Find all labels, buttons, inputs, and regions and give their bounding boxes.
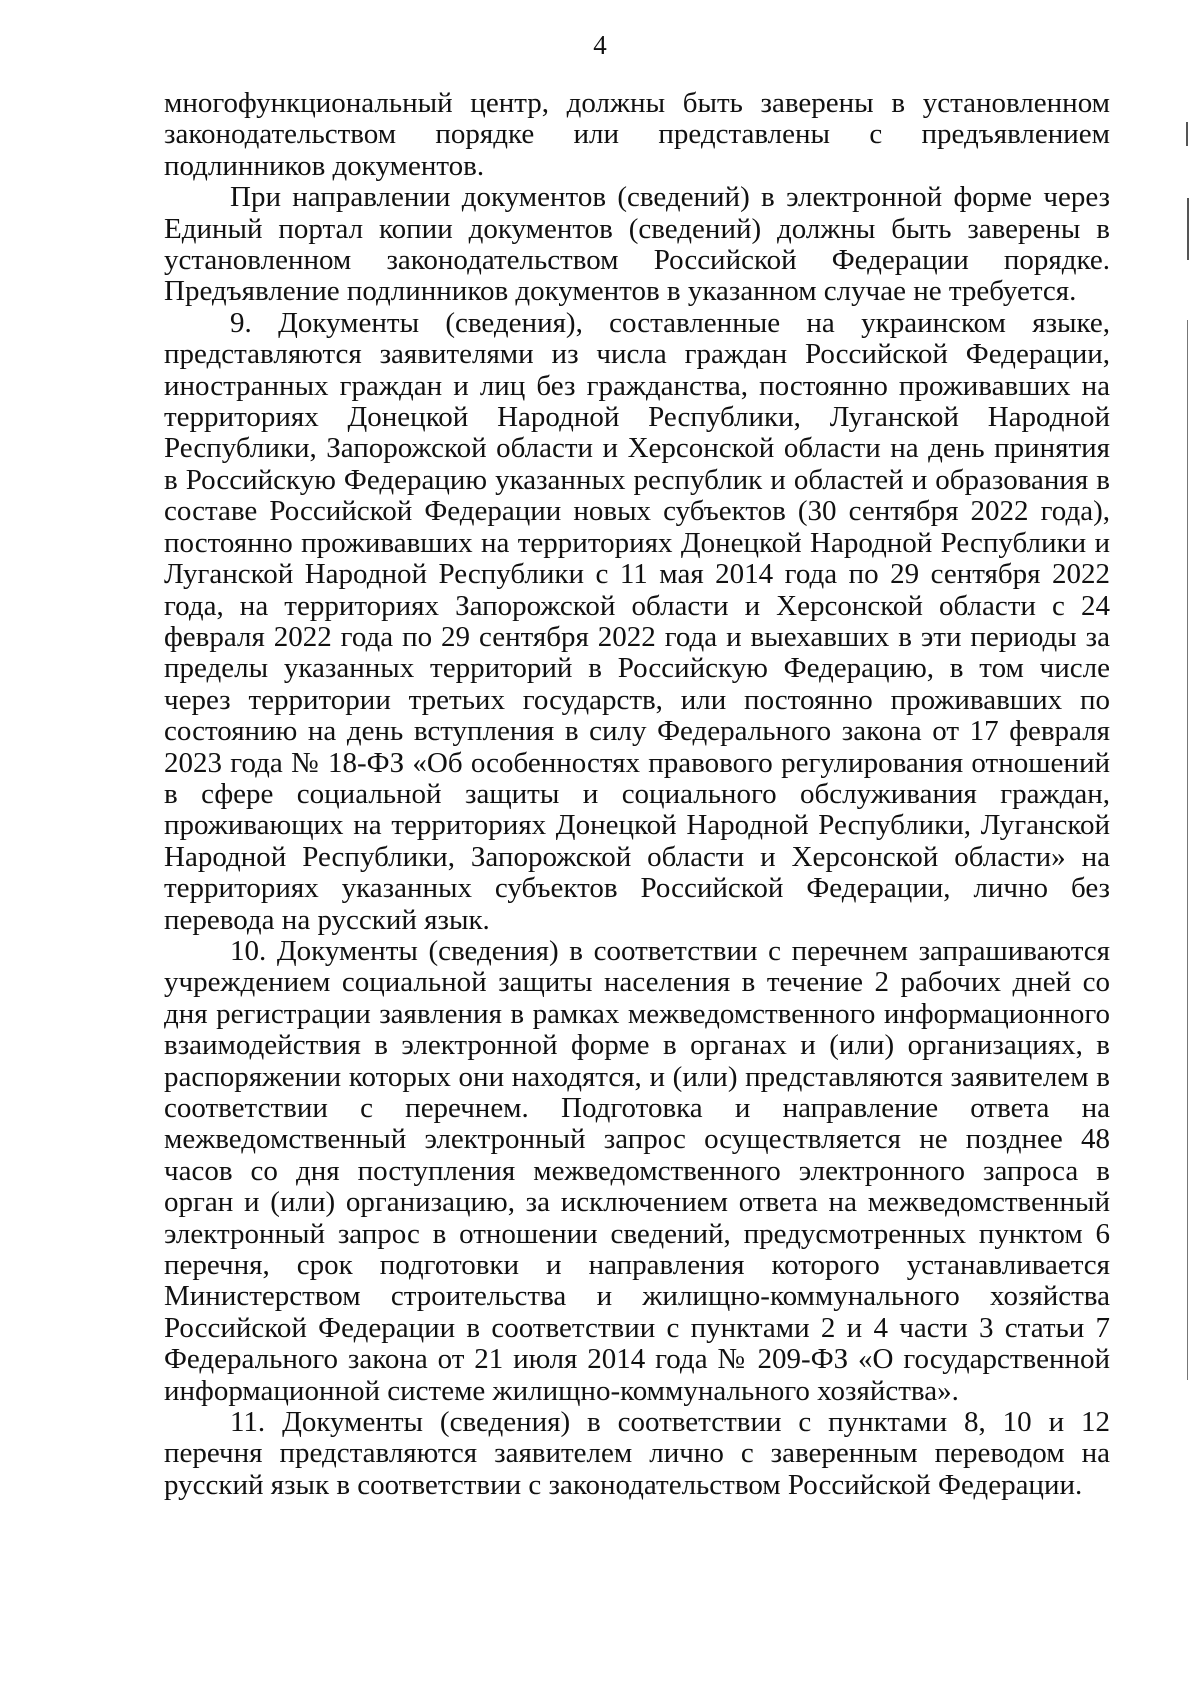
document-body bbox=[164, 88, 1110, 1501]
paragraph-item-9: 9. Документы (сведения), составленные на украинском языке, представляются заявителями из числа граждан Российской Федерации, иностранных граждан и лиц без гражданства, постоянно проживавших на территориях Донецкой Народной Республики, Луганской Народной Республики, Запорожской области и Херсонской области на день принятия в Российскую Федерацию указанных республик и областей и образования в составе Российской Федерации новых субъектов (30 сентября 2022 года), постоянно проживавших на территориях Донецкой Народной Республики и Луганской Народной Республики с 11 мая 2014 года по 29 сентября 2022 года, на территориях Запорожской области и Херсонской области с 24 февраля 2022 года по 29 сентября 2022 года и выехавших в эти периоды за пределы указанных территорий в Российскую Федерацию, в том числе через территории третьих государств, или постоянно проживавших по состоянию на день вступления в силу Федерального закона от 17 февраля 2023 года № 18-ФЗ «Об особенностях правового регулирования отношений в сфере социальной защиты и социального обслуживания граждан, проживающих на территориях Донецкой Народной Республики, Луганской Народной Республики, Запорожской области и Херсонской области» на территориях указанных субъектов Российской Федерации, лично без перевода на русский язык. bbox=[164, 306, 1110, 936]
paragraph-item-11: 11. Документы (сведения) в соответствии с пунктами 8, 10 и 12 перечня представляются заявителем лично с заверенным переводом на русский язык в соответствии с законодательством Российской Федерации. bbox=[164, 1406, 1110, 1501]
scan-artifact-line bbox=[1187, 198, 1189, 260]
page-number: 4 bbox=[593, 30, 607, 60]
paragraph-item-10: 10. Документы (сведения) в соответствии с перечнем запрашиваются учреждением социальной защиты населения в течение 2 рабочих дней со дня регистрации заявления в рамках межведомственного информационного взаимодействия в электронной форме в органах и (или) организациях, в распоряжении которых они находятся, и (или) представляются заявителем в соответствии с перечнем. Подготовка и направление ответа на межведомственный электронный запрос осуществляется не позднее 48 часов со дня поступления межведомственного электронного запроса в орган и (или) организацию, за исключением ответа на межведомственный электронный запрос в отношении сведений, предусмотренных пунктом 6 перечня, срок подготовки и направления которого устанавливается Министерством строительства и жилищно-коммунального хозяйства Российской Федерации в соответствии с пунктами 2 и 4 части 3 статьи 7 Федерального закона от 21 июля 2014 года № 209-ФЗ «О государственной информационной системе жилищно-коммунального хозяйства». bbox=[164, 934, 1110, 1407]
scan-artifact-line bbox=[1187, 320, 1188, 1380]
scan-artifact-line bbox=[1186, 122, 1188, 146]
paragraph-continuation: многофункциональный центр, должны быть заверены в установленном законодательством порядке или представлены с предъявлением подлинников документов. bbox=[164, 87, 1110, 182]
paragraph-electronic-form: При направлении документов (сведений) в электронной форме через Единый портал копии документов (сведений) должны быть заверены в установленном законодательством Российской Федерации порядке. Предъявление подлинников документов в указанном случае не требуется. bbox=[164, 181, 1110, 308]
